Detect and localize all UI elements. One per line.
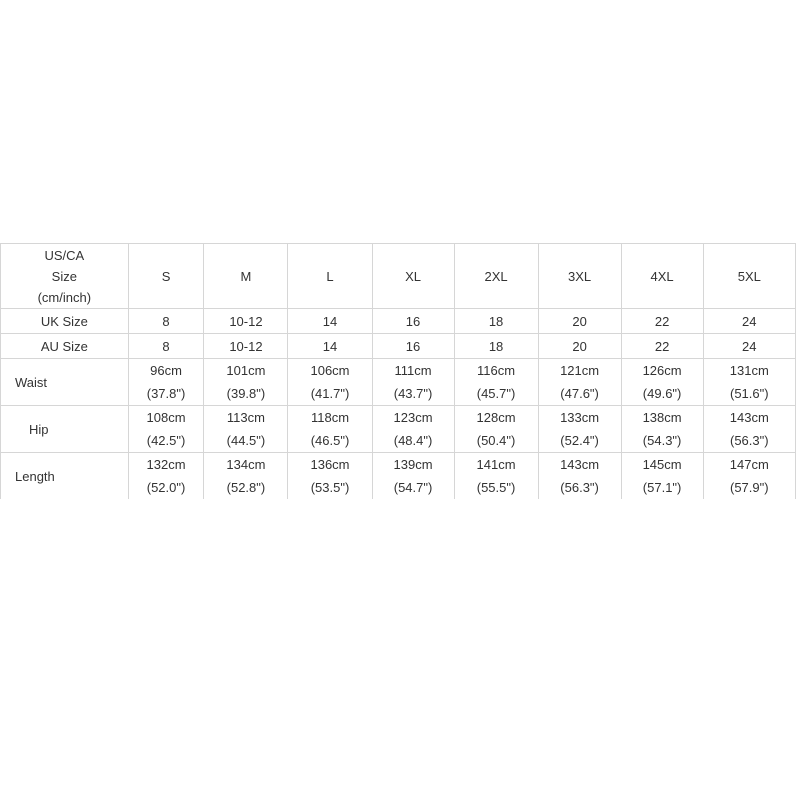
size-header-cell: XL — [372, 244, 454, 309]
header-label-cell — [1, 244, 129, 309]
waist-cm: 116cm — [477, 363, 516, 378]
length-cell — [538, 453, 621, 500]
hip-inch: (52.4") — [560, 433, 599, 448]
size-header-cell: M — [204, 244, 288, 309]
waist-inch: (47.6") — [560, 386, 599, 401]
uk-size-cell: 22 — [621, 309, 703, 334]
size-header-cell: L — [288, 244, 372, 309]
header-label-line: US/CA — [44, 247, 85, 263]
hip-label: Hip — [1, 406, 129, 453]
waist-cm: 101cm — [226, 363, 266, 378]
waist-cell — [621, 359, 703, 406]
waist-inch: (45.7") — [476, 386, 516, 401]
uk-size-cell: 20 — [538, 309, 621, 334]
header-label-line: (cm/inch) — [37, 289, 92, 305]
waist-cell — [538, 359, 621, 406]
uk-size-cell: 16 — [372, 309, 454, 334]
waist-cm: 96cm — [150, 363, 182, 378]
hip-inch: (56.3") — [730, 433, 769, 448]
hip-cell — [703, 406, 795, 453]
hip-cell — [621, 406, 703, 453]
length-cell — [288, 453, 372, 500]
hip-inch: (42.5") — [146, 433, 186, 448]
size-header-cell: 2XL — [454, 244, 538, 309]
length-cell — [204, 453, 288, 500]
hip-inch: (48.4") — [393, 433, 433, 448]
hip-cm: 113cm — [226, 410, 265, 425]
length-cell — [372, 453, 454, 500]
length-cm: 141cm — [476, 457, 516, 472]
size-chart-table — [0, 243, 796, 499]
length-cm: 136cm — [310, 457, 350, 472]
au-size-cell: 20 — [538, 334, 621, 359]
au-size-row — [1, 334, 796, 359]
header-row — [1, 244, 796, 309]
hip-inch: (50.4") — [476, 433, 516, 448]
hip-cm: 108cm — [146, 410, 186, 425]
waist-cm: 131cm — [729, 363, 769, 378]
waist-label: Waist — [1, 359, 129, 406]
length-inch: (52.0") — [146, 480, 186, 495]
length-inch: (52.8") — [226, 480, 266, 495]
length-cm: 134cm — [226, 457, 266, 472]
length-inch: (57.9") — [730, 480, 769, 495]
hip-inch: (44.5") — [226, 433, 266, 448]
length-inch: (56.3") — [560, 480, 599, 495]
waist-inch: (51.6") — [730, 386, 769, 401]
length-cm: 132cm — [146, 457, 186, 472]
au-size-cell: 10-12 — [204, 334, 288, 359]
hip-cm: 143cm — [729, 410, 769, 425]
waist-cm: 126cm — [642, 363, 682, 378]
waist-cm: 121cm — [560, 363, 600, 378]
waist-inch: (41.7") — [310, 386, 350, 401]
waist-cm: 106cm — [310, 363, 350, 378]
au-size-cell: 8 — [128, 334, 204, 359]
hip-cell — [128, 406, 204, 453]
waist-cell — [703, 359, 795, 406]
length-label: Length — [1, 453, 129, 500]
size-header-cell: 4XL — [621, 244, 703, 309]
hip-inch: (46.5") — [310, 433, 350, 448]
waist-cell — [454, 359, 538, 406]
au-size-cell: 24 — [703, 334, 795, 359]
length-cm: 143cm — [560, 457, 600, 472]
uk-size-cell: 14 — [288, 309, 372, 334]
au-size-cell: 18 — [454, 334, 538, 359]
length-cell — [703, 453, 795, 500]
length-cm: 139cm — [393, 457, 433, 472]
au-size-cell: 14 — [288, 334, 372, 359]
hip-cell — [204, 406, 288, 453]
size-header-cell: 3XL — [538, 244, 621, 309]
length-cm: 145cm — [642, 457, 682, 472]
length-inch: (54.7") — [393, 480, 433, 495]
hip-cell — [372, 406, 454, 453]
length-cm: 147cm — [729, 457, 769, 472]
uk-size-cell: 8 — [128, 309, 204, 334]
waist-cell — [288, 359, 372, 406]
uk-size-label: UK Size — [1, 309, 129, 334]
uk-size-cell: 10-12 — [204, 309, 288, 334]
hip-cell — [538, 406, 621, 453]
hip-row — [1, 406, 796, 453]
waist-cm: 111cm — [394, 363, 432, 378]
au-size-cell: 16 — [372, 334, 454, 359]
hip-cm: 123cm — [393, 410, 433, 425]
hip-cm: 133cm — [560, 410, 600, 425]
au-size-cell: 22 — [621, 334, 703, 359]
waist-cell — [372, 359, 454, 406]
waist-row — [1, 359, 796, 406]
hip-cm: 128cm — [476, 410, 516, 425]
hip-inch: (54.3") — [642, 433, 682, 448]
waist-inch: (49.6") — [642, 386, 682, 401]
length-cell — [621, 453, 703, 500]
length-inch: (57.1") — [642, 480, 682, 495]
length-inch: (55.5") — [476, 480, 516, 495]
hip-cm: 138cm — [642, 410, 682, 425]
waist-cell — [204, 359, 288, 406]
waist-inch: (37.8") — [146, 386, 186, 401]
length-inch: (53.5") — [310, 480, 350, 495]
au-size-label: AU Size — [1, 334, 129, 359]
hip-cell — [454, 406, 538, 453]
size-header-cell: 5XL — [703, 244, 795, 309]
hip-cm: 118cm — [310, 410, 350, 425]
uk-size-cell: 24 — [703, 309, 795, 334]
waist-cell — [128, 359, 204, 406]
length-cell — [128, 453, 204, 500]
hip-cell — [288, 406, 372, 453]
uk-size-cell: 18 — [454, 309, 538, 334]
header-label-line: Size — [51, 268, 77, 284]
uk-size-row — [1, 309, 796, 334]
waist-inch: (43.7") — [393, 386, 433, 401]
waist-inch: (39.8") — [226, 386, 266, 401]
size-header-cell: S — [128, 244, 204, 309]
length-cell — [454, 453, 538, 500]
length-row — [1, 453, 796, 500]
